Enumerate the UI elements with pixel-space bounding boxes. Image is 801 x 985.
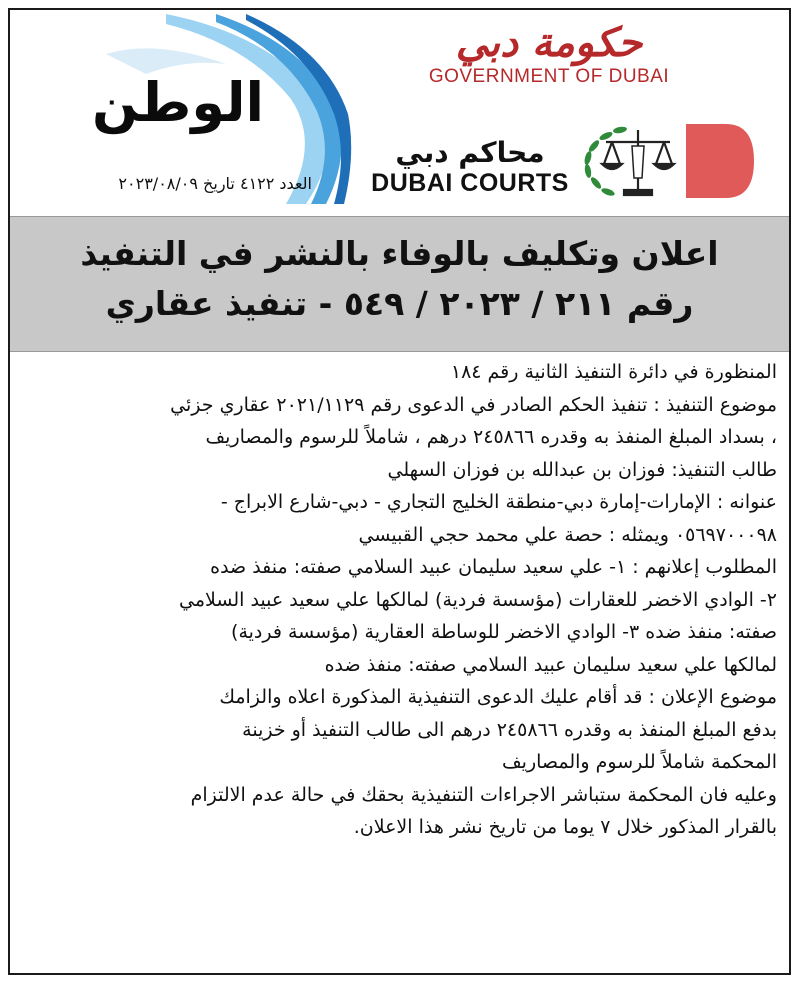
notice-body bbox=[22, 356, 777, 844]
body-line: موضوع التنفيذ : تنفيذ الحكم الصادر في الدعوى رقم ٢٠٢١/١١٢٩ عقاري جزئي bbox=[170, 393, 777, 416]
header bbox=[10, 10, 789, 210]
courts-arabic-name: محاكم دبي bbox=[395, 136, 545, 169]
dubai-courts-wordmark bbox=[370, 138, 570, 198]
body-line: طالب التنفيذ: فوزان بن عبدالله بن فوزان السهلي bbox=[387, 458, 777, 481]
body-line: ، بسداد المبلغ المنفذ به وقدره ٢٤٥٨٦٦ درهم ، شاملاً للرسوم والمصاريف bbox=[205, 426, 777, 448]
notice-title-line-1: اعلان وتكليف بالوفاء بالنشر في التنفيذ bbox=[80, 234, 719, 273]
government-arabic-name: حكومة دبي bbox=[455, 19, 643, 66]
body-line: بالقرار المذكور خلال ٧ يوما من تاريخ نشر هذا الاعلان. bbox=[353, 816, 777, 838]
body-line: ٢- الوادي الاخضر للعقارات (مؤسسة فردية) لمالكها علي سعيد عبيد السلامي bbox=[179, 588, 777, 611]
court-notice bbox=[8, 8, 791, 975]
body-line: المنظورة في دائرة التنفيذ الثانية رقم ١٨٤ bbox=[450, 361, 777, 383]
newspaper-masthead bbox=[16, 14, 356, 204]
body-line: بدفع المبلغ المنفذ به وقدره ٢٤٥٨٦٦ درهم الى طالب التنفيذ أو خزينة bbox=[242, 718, 777, 741]
body-line: عنوانه : الإمارات-إمارة دبي-منطقة الخليج التجاري - دبي-شارع الابراج - bbox=[220, 491, 777, 513]
courts-english-name: DUBAI COURTS bbox=[371, 168, 569, 197]
body-line: صفته: منفذ ضده ٣- الوادي الاخضر للوساطة العقارية (مؤسسة فردية) bbox=[231, 621, 777, 643]
body-line: موضوع الإعلان : قد أقام عليك الدعوى التنفيذية المذكورة اعلاه والزامك bbox=[219, 686, 777, 708]
body-line: المحكمة شاملاً للرسوم والمصاريف bbox=[501, 751, 777, 773]
body-line: المطلوب إعلانهم : ١- علي سعيد سليمان عبيد السلامي صفته: منفذ ضده bbox=[210, 556, 777, 578]
body-line: ٠٥٦٩٧٠٠٠٩٨ ويمثله : حصة علي محمد حجي القبيسي bbox=[358, 523, 777, 546]
notice-title-band bbox=[10, 216, 789, 352]
scales-of-justice-emblem bbox=[576, 116, 758, 206]
body-line: لمالكها علي سعيد سليمان عبيد السلامي صفته: منفذ ضده bbox=[324, 653, 777, 676]
newspaper-name: الوطن bbox=[91, 71, 265, 134]
government-english-name: GOVERNMENT OF DUBAI bbox=[428, 66, 670, 87]
government-of-dubai-logo bbox=[409, 19, 689, 102]
body-line: وعليه فان المحكمة ستباشر الاجراءات التنفيذية بحقك في حالة عدم الالتزام bbox=[190, 783, 777, 806]
issue-number-date: العدد ٤١٢٢ تاريخ ٢٠٢٣/٠٨/٠٩ bbox=[118, 174, 312, 193]
notice-title-line-2: رقم ٢١١ / ٢٠٢٣ / ٥٤٩ - تنفيذ عقاري bbox=[105, 283, 694, 323]
